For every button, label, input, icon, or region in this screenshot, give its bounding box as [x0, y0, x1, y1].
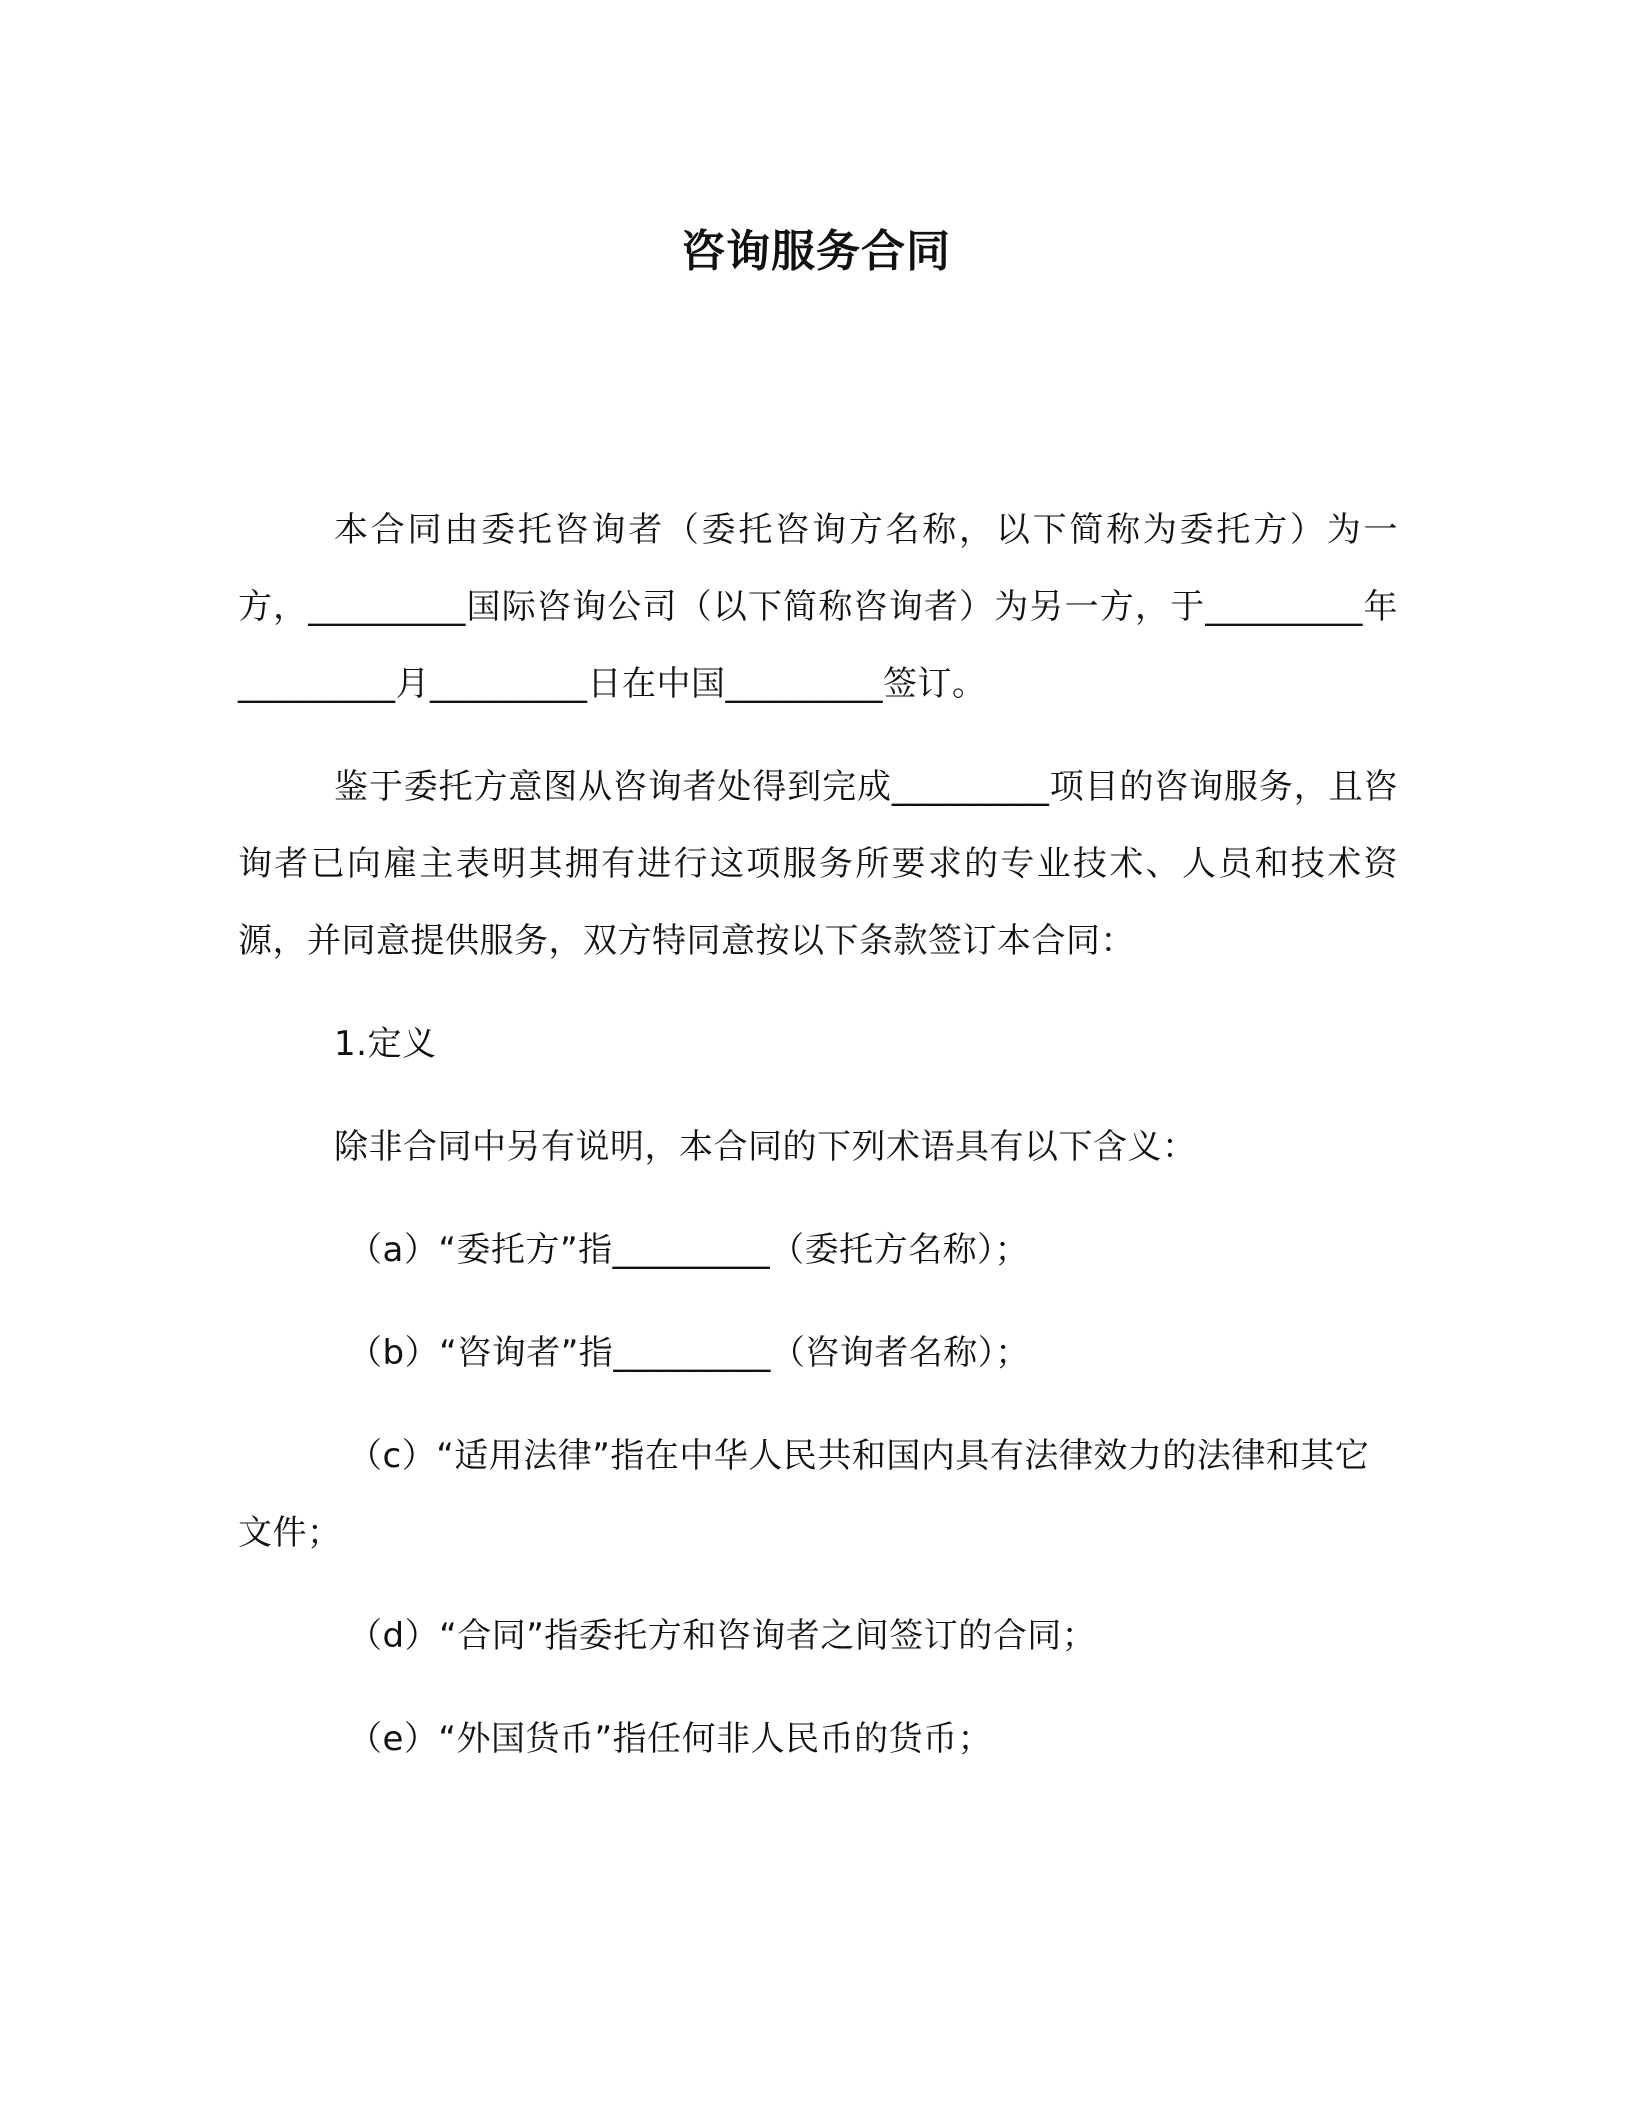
blank-day: _________ [430, 664, 588, 704]
section-1-heading: 1.定义 [334, 1024, 437, 1064]
document-title: 咨询服务合同 [681, 226, 951, 277]
blank-month: _________ [238, 664, 396, 704]
blank-project: _________ [891, 767, 1050, 807]
definition-item-c: （c）“适用法律”指在中华人民共和国内具有法律效力的法律和其它文件； [238, 1436, 1370, 1553]
intro-paragraph [238, 492, 1398, 723]
whereas-paragraph [238, 749, 1398, 980]
definition-b-prefix: （b）“咨询者”指 [348, 1333, 614, 1373]
definition-item-d: （d）“合同”指委托方和咨询者之间签订的合同； [348, 1616, 1097, 1656]
intro-text-3: 年 [1362, 587, 1399, 627]
definition-b-suffix: （咨询者名称）； [770, 1333, 1030, 1373]
definition-item-e: （e）“外国货币”指任何非人民币的货币； [348, 1719, 993, 1759]
blank-place: _________ [725, 664, 883, 704]
definition-item-a [238, 1212, 1398, 1289]
blank-year: _________ [1205, 587, 1363, 627]
definition-item-b [238, 1315, 1398, 1392]
intro-text-6: 签订。 [883, 664, 987, 704]
blank-consultant-name: _________ [613, 1333, 771, 1373]
intro-text-4: 月 [395, 664, 430, 704]
document-body [238, 492, 1398, 1804]
intro-text-1: 本合同由委托咨询者（委托咨询方名称，以下简称为委托方）为一方， [238, 510, 1398, 627]
whereas-text-1: 鉴于委托方意图从咨询者处得到完成 [334, 767, 892, 807]
blank-company: _________ [308, 587, 466, 627]
section-1-lead: 除非合同中另有说明，本合同的下列术语具有以下含义： [334, 1127, 1197, 1167]
whereas-text-2: 项目的咨询服务，且咨询者已向雇主表明其拥有进行这项服务所要求的专业技术、人员和技术资源，并同意提供服务，双方特同意按以下条款签订本合同： [238, 767, 1399, 961]
definition-a-suffix: （委托方名称）； [770, 1230, 1030, 1270]
definition-a-prefix: （a）“委托方”指 [348, 1230, 613, 1270]
intro-text-5: 日在中国 [587, 664, 726, 704]
blank-client-name: _________ [612, 1230, 771, 1270]
intro-text-2: 国际咨询公司（以下简称咨询者）为另一方，于 [465, 587, 1206, 627]
